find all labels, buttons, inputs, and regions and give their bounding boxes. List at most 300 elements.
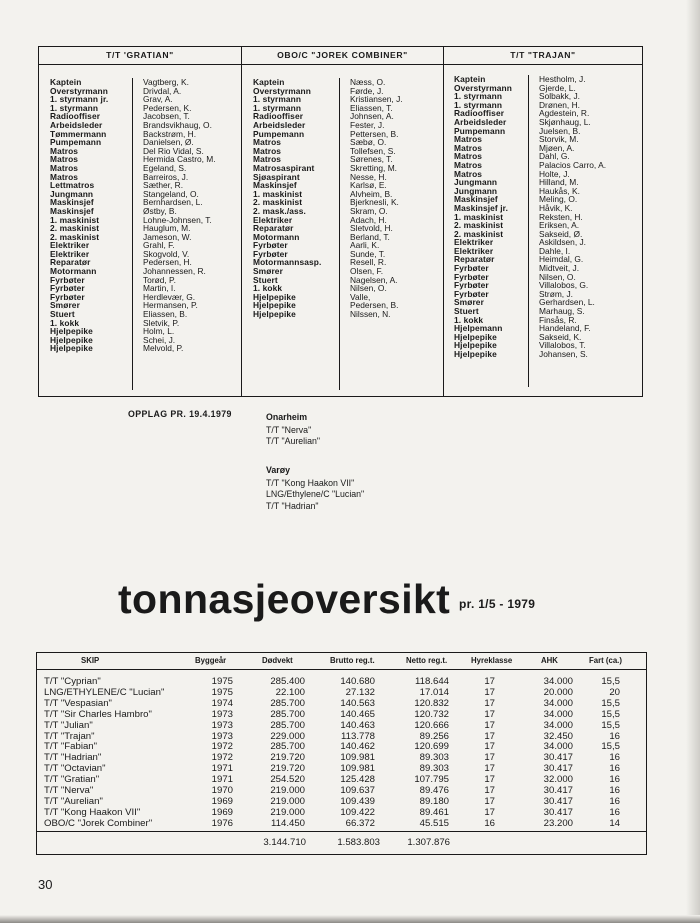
crew-name: Hestholm, J.	[539, 74, 586, 84]
crew-rank: Jungmann	[454, 177, 498, 188]
crew-name: Handeland, F.	[539, 323, 591, 334]
crew-rank: 2. maskinist	[50, 223, 100, 234]
table-cell: 17	[484, 752, 495, 764]
table-cell: 16	[609, 774, 620, 786]
column-header-dodvekt: Dødvekt	[262, 656, 293, 665]
crew-rank: Maskinsjef	[253, 180, 297, 191]
table-cell: 1973	[211, 719, 233, 731]
crew-rank: Overstyrmann	[454, 82, 512, 93]
crew-name: Midtveit, J.	[539, 263, 580, 274]
crew-name: Førde, J.	[350, 85, 384, 96]
table-cell: 109.981	[340, 752, 375, 764]
table-cell: 219.000	[270, 785, 305, 796]
crew-rank: Matros	[50, 162, 79, 173]
crew-column-header: OBO/C "JOREK COMBINER"	[242, 47, 443, 65]
crew-name: Del Rio Vidal, S.	[143, 145, 204, 156]
crew-rank: Lettmatros	[50, 180, 95, 191]
crew-name: Mjøen, A.	[539, 142, 575, 153]
crew-rank: Matros	[253, 154, 282, 165]
crew-name: Haukås, K.	[539, 185, 580, 196]
crew-name: Stangeland, O.	[143, 188, 199, 199]
column-header-netto: Netto reg.t.	[406, 656, 448, 665]
crew-rank: Motormann	[253, 231, 300, 242]
crew-rank: Pumpemann	[454, 125, 506, 136]
crew-name: Hermansen, P.	[143, 300, 198, 311]
crew-name: Egeland, S.	[143, 162, 187, 173]
table-cell: 14	[609, 817, 620, 829]
crew-rank: Kaptein	[50, 77, 82, 87]
crew-name: Melvold, P.	[143, 343, 184, 354]
crew-rank: Radiooffiser	[50, 111, 101, 122]
crew-name: Hauglum, M.	[143, 223, 191, 234]
table-cell: 1970	[211, 785, 233, 796]
crew-rank: Hjelpepike	[253, 300, 296, 311]
crew-name: Sakseid, K.	[539, 331, 582, 342]
crew-rank: 1. maskinist	[50, 214, 100, 225]
crew-name: Kristiansen, J.	[350, 94, 403, 105]
crew-name: Næss, O.	[350, 77, 386, 87]
table-cell: 20	[609, 686, 620, 698]
crew-rank: Tømmermann	[50, 128, 107, 139]
ship-name-cell: T/T "Gratian"	[44, 774, 100, 786]
column-header-brutto: Brutto reg.t.	[330, 656, 375, 665]
crew-rank: Fyrbøter	[253, 240, 288, 251]
table-cell: 32.000	[543, 774, 573, 786]
ship-name-cell: T/T "Julian"	[44, 719, 93, 731]
page-number: 30	[38, 877, 53, 892]
crew-name: Hermida Castro, M.	[143, 154, 216, 165]
crew-name: Johannessen, R.	[143, 266, 206, 277]
total-divider	[37, 831, 646, 832]
crew-name: Grav, A.	[143, 94, 173, 105]
crew-name: Gerhardsen, L.	[539, 297, 595, 308]
crew-name: Nilsen, O.	[539, 271, 576, 282]
table-cell: 17	[484, 806, 495, 818]
crew-rank: Matros	[50, 145, 79, 156]
table-cell: 34.000	[543, 741, 573, 753]
table-cell: 27.132	[345, 686, 375, 698]
table-cell: 114.450	[271, 817, 305, 829]
crew-rank: Smører	[253, 266, 283, 277]
table-cell: 109.422	[340, 806, 375, 818]
table-cell: 120.832	[414, 697, 449, 709]
crew-name: Nesse, H.	[350, 171, 387, 182]
table-cell: 20.000	[543, 686, 573, 698]
crew-name: Villalobos, G.	[539, 280, 589, 291]
table-cell: 16	[609, 806, 620, 818]
table-cell: 16	[609, 763, 620, 775]
crew-name: Palacios Carro, A.	[539, 159, 607, 170]
crew-rank: Motormann	[50, 266, 97, 277]
crew-name: Meling, O.	[539, 194, 578, 205]
crew-name: Østby, B.	[143, 205, 177, 216]
crew-rank: 1. kokk	[50, 317, 80, 328]
table-cell: 15,5	[601, 676, 620, 687]
crew-rank: Hjelpepike	[253, 291, 296, 302]
crew-rank: Pumpemann	[253, 128, 305, 139]
crew-name: Pedersen, B.	[350, 300, 399, 311]
crew-rank: 1. styrmann	[454, 99, 503, 110]
table-cell: 34.000	[543, 719, 573, 731]
name-list	[132, 78, 216, 390]
table-cell: 254.520	[270, 774, 305, 786]
table-cell: 125.428	[340, 774, 375, 786]
table-cell: 17	[484, 697, 495, 709]
crew-rank: Elektriker	[454, 237, 494, 248]
crew-rank: Matros	[253, 145, 282, 156]
crew-rank: 1. styrmann jr.	[50, 94, 109, 105]
table-cell: 34.000	[543, 697, 573, 709]
harbour-ship: T/T "Hadrian"	[266, 500, 319, 511]
crew-name: Johansen, S.	[539, 349, 588, 359]
table-cell: 30.417	[543, 763, 573, 775]
total-dodvekt: 3.144.710	[263, 837, 306, 848]
crew-rank: Elektriker	[50, 248, 90, 259]
crew-name: Eriksen, A.	[539, 220, 580, 231]
crew-rank: Hjelpepike	[50, 343, 93, 354]
crew-name: Skogvold, V.	[143, 248, 190, 259]
table-cell: 89.303	[419, 752, 449, 764]
table-cell: 89.476	[419, 785, 449, 796]
table-cell: 109.981	[340, 763, 375, 775]
crew-rank: 1. styrmann	[454, 91, 503, 102]
crew-rank: Radiooffiser	[454, 108, 505, 119]
crew-rank: 2. maskinist	[50, 231, 100, 242]
table-cell: 1969	[211, 806, 233, 818]
table-cell: 23.200	[543, 817, 573, 829]
crew-name: Nagelsen, A.	[350, 274, 398, 285]
crew-name: Sæbø, O.	[350, 137, 387, 148]
crew-rank: Arbeidsleder	[454, 116, 507, 127]
table-cell: 89.461	[419, 806, 449, 818]
rank-list	[50, 78, 108, 353]
table-cell: 15,5	[601, 719, 620, 731]
crew-name: Brandsvikhaug, O.	[143, 119, 212, 130]
table-cell: 1973	[211, 708, 233, 720]
crew-rank: 1. styrmann	[50, 102, 99, 113]
table-cell: 17	[484, 795, 495, 807]
crew-name: Martin, I.	[143, 283, 176, 294]
table-cell: 140.680	[340, 676, 375, 687]
table-cell: 1976	[211, 817, 233, 829]
crew-rank: Reparatør	[50, 257, 91, 268]
crew-rank: Hjelpepike	[253, 309, 296, 320]
crew-rank: Fyrbøter	[454, 280, 489, 291]
crew-rank: Smører	[50, 300, 80, 311]
crew-rank: Arbeidsleder	[50, 119, 103, 130]
page-bottom-edge	[0, 915, 700, 923]
ship-name-cell: T/T "Nerva"	[44, 785, 94, 796]
table-cell: 285.700	[270, 741, 305, 753]
crew-name: Schei, J.	[143, 334, 176, 345]
crew-name: Heimdal, G.	[539, 254, 584, 265]
crew-rank: Elektriker	[50, 240, 90, 251]
table-cell: 30.417	[543, 785, 573, 796]
table-cell: 109.439	[340, 795, 375, 807]
table-cell: 89.256	[419, 730, 449, 742]
crew-rank: Overstyrmann	[253, 85, 311, 96]
total-netto: 1.307.876	[407, 837, 450, 848]
table-cell: 120.666	[414, 719, 449, 731]
table-cell: 15,5	[601, 741, 620, 753]
crew-column-header: T/T "TRAJAN"	[444, 47, 642, 65]
crew-name: Bjerknesli, K.	[350, 197, 399, 208]
crew-name: Sletvold, H.	[350, 223, 393, 234]
table-cell: 140.465	[340, 708, 375, 720]
crew-rank: 1. styrmann	[253, 102, 302, 113]
table-cell: 1972	[211, 741, 233, 753]
crew-rank: 1. maskinist	[454, 211, 504, 222]
table-cell: 1972	[211, 752, 233, 764]
crew-rank: Matrosaspirant	[253, 162, 315, 173]
crew-name: Dahl, G.	[539, 151, 570, 162]
crew-rank: Sjøaspirant	[253, 171, 300, 182]
crew-column-header: T/T 'GRATIAN"	[39, 47, 241, 65]
column-header-byggeaar: Byggeår	[195, 656, 227, 665]
table-cell: 16	[609, 730, 620, 742]
crew-name: Håvik, K.	[539, 202, 573, 213]
table-cell: 17	[484, 676, 495, 687]
harbour-ship: LNG/Ethylene/C "Lucian"	[266, 489, 365, 500]
crew-rank: Matros	[50, 171, 79, 182]
rank-list	[253, 78, 321, 319]
table-cell: 66.372	[345, 817, 375, 829]
table-cell: 17.014	[419, 686, 449, 698]
crew-name: Valle,	[350, 291, 371, 302]
crew-rank: Jungmann	[50, 188, 94, 199]
crew-rank: Matros	[454, 151, 483, 162]
total-brutto: 1.583.803	[337, 837, 380, 848]
harbour-ship: T/T "Aurelian"	[266, 436, 320, 447]
crew-rank: 2. mask./ass.	[253, 205, 306, 216]
column-header-fart: Fart (ca.)	[589, 656, 622, 665]
crew-name: Sørenes, T.	[350, 154, 393, 165]
table-cell: 1974	[211, 697, 233, 709]
table-cell: 89.303	[419, 763, 449, 775]
harbour-onarheim	[266, 412, 320, 448]
crew-rank: Maskinsjef	[454, 194, 498, 205]
table-cell: 15,5	[601, 697, 620, 709]
table-cell: 1969	[211, 795, 233, 807]
table-cell: 1975	[211, 686, 233, 698]
table-cell: 17	[484, 730, 495, 742]
crew-name: Sletvik, P.	[143, 317, 180, 328]
crew-rank: Hjelpepike	[50, 326, 93, 337]
table-cell: 16	[609, 752, 620, 764]
crew-rank: Matros	[454, 168, 483, 179]
crew-column-jorek-combiner	[241, 47, 443, 396]
crew-rank: 1. maskinist	[253, 188, 303, 199]
crew-rank: Fyrbøter	[454, 288, 489, 299]
crew-rank: 1. kokk	[253, 283, 283, 294]
crew-name: Tollefsen, S.	[350, 145, 396, 156]
crew-rank: Maskinsjef	[50, 205, 94, 216]
ship-name-cell: T/T "Octavian"	[44, 763, 106, 775]
crew-rank: Matros	[50, 154, 79, 165]
table-cell: 113.778	[341, 730, 375, 742]
crew-rank: Pumpemann	[50, 137, 102, 148]
table-cell: 140.463	[340, 719, 375, 731]
crew-rank: Smører	[454, 297, 484, 308]
crew-rank: Reparatør	[253, 223, 294, 234]
crew-table	[38, 46, 643, 397]
crew-name: Pedersen, H.	[143, 257, 192, 268]
crew-name: Reksten, H.	[539, 211, 583, 222]
table-cell: 285.700	[270, 708, 305, 720]
name-list	[339, 78, 403, 390]
ship-name-cell: T/T "Kong Haakon VII"	[44, 806, 141, 818]
crew-name: Dahle, I.	[539, 245, 571, 256]
crew-name: Lohne-Johnsen, T.	[143, 214, 212, 225]
table-cell: 219.000	[270, 806, 305, 818]
crew-name: Sæther, R.	[143, 180, 184, 191]
table-cell: 285.400	[270, 676, 305, 687]
table-cell: 34.000	[543, 676, 573, 687]
table-cell: 107.795	[414, 774, 449, 786]
harbour-ship: T/T "Kong Haakon VII"	[266, 478, 355, 489]
crew-name: Alvheim, B.	[350, 188, 393, 199]
harbour-varoy	[266, 465, 364, 512]
crew-name: Adach, H.	[350, 214, 387, 225]
table-cell: 120.732	[414, 708, 449, 720]
harbour-name: Varøy	[266, 465, 290, 475]
table-cell: 45.515	[419, 817, 449, 829]
crew-rank: Stuert	[50, 309, 75, 320]
crew-name: Resell, R.	[350, 257, 387, 268]
crew-name: Skjønhaug, L.	[539, 116, 591, 127]
ship-name-cell: OBO/C "Jorek Combiner"	[44, 817, 153, 829]
crew-rank: Hjelpepike	[454, 349, 497, 359]
crew-name: Sakseid, Ø.	[539, 228, 583, 239]
crew-name: Finsås, R.	[539, 314, 577, 325]
crew-name: Nilsen, O.	[350, 283, 387, 294]
crew-name: Askildsen, J.	[539, 237, 587, 248]
crew-name: Solbakk, J.	[539, 91, 580, 102]
ship-name-cell: T/T "Hadrian"	[44, 752, 102, 764]
table-cell: 22.100	[275, 686, 305, 698]
crew-column-trajan	[443, 47, 642, 396]
page-edge-shadow	[686, 0, 700, 923]
crew-name: Karlsø, E.	[350, 180, 387, 191]
crew-rank: 1. kokk	[454, 314, 484, 325]
table-cell: 17	[484, 785, 495, 796]
table-cell: 15,5	[601, 708, 620, 720]
table-cell: 1975	[211, 676, 233, 687]
crew-name: Vagtberg, K.	[143, 77, 189, 87]
rank-list	[454, 75, 512, 359]
crew-name: Berland, T.	[350, 231, 390, 242]
table-cell: 219.000	[270, 795, 305, 807]
ship-name-cell: T/T "Vespasian"	[44, 697, 112, 709]
header-divider	[37, 669, 646, 670]
crew-name: Strøm, J.	[539, 288, 573, 299]
crew-name: Grahl, F.	[143, 240, 175, 251]
crew-rank: Matros	[253, 137, 282, 148]
crew-rank: Reparatør	[454, 254, 495, 265]
ship-name-cell: T/T "Fabian"	[44, 741, 98, 753]
crew-name: Drønen, H.	[539, 99, 580, 110]
ship-name-cell: T/T "Cyprian"	[44, 676, 101, 687]
crew-rank: Hjelpemann	[454, 323, 503, 334]
crew-rank: 1. styrmann	[253, 94, 302, 105]
crew-name: Pettersen, B.	[350, 128, 399, 139]
crew-name: Danielsen, Ø.	[143, 137, 194, 148]
page-title: tonnasjeoversikt	[118, 576, 451, 622]
crew-rank: Fyrbøter	[454, 263, 489, 274]
crew-rank: Kaptein	[253, 77, 285, 87]
crew-name: Jameson, W.	[143, 231, 192, 242]
crew-rank: Matros	[454, 142, 483, 153]
crew-name: Johnsen, A.	[350, 111, 394, 122]
table-cell: 1973	[211, 730, 233, 742]
table-cell: 17	[484, 719, 495, 731]
crew-name: Torød, P.	[143, 274, 176, 285]
table-cell: 120.699	[414, 741, 449, 753]
crew-name: Fester, J.	[350, 119, 385, 130]
column-header-skip: SKIP	[81, 656, 100, 665]
crew-rank: Matros	[454, 159, 483, 170]
table-cell: 118.644	[415, 676, 449, 687]
column-header-ahk: AHK	[541, 656, 558, 665]
table-cell: 16	[484, 817, 495, 829]
crew-name: Agdestein, R.	[539, 108, 590, 119]
title-date: pr. 1/5 - 1979	[459, 597, 536, 611]
crew-name: Aarli, K.	[350, 240, 380, 251]
crew-name: Holm, L.	[143, 326, 175, 337]
crew-name: Herdlevær, G.	[143, 291, 196, 302]
table-cell: 30.417	[543, 806, 573, 818]
crew-rank: Maskinsjef	[50, 197, 94, 208]
crew-name: Pedersen, K.	[143, 102, 192, 113]
crew-rank: 2. maskinist	[454, 220, 504, 231]
table-cell: 1971	[211, 763, 233, 775]
table-cell: 1971	[211, 774, 233, 786]
table-cell: 17	[484, 763, 495, 775]
table-cell: 30.417	[543, 795, 573, 807]
crew-rank: Maskinsjef jr.	[454, 202, 509, 213]
table-cell: 16	[609, 795, 620, 807]
crew-name: Skram, O.	[350, 205, 388, 216]
crew-rank: Stuert	[454, 306, 479, 317]
crew-name: Juelsen, B.	[539, 125, 581, 136]
opplag-label: OPPLAG PR. 19.4.1979	[128, 409, 232, 419]
crew-rank: Jungmann	[454, 185, 498, 196]
crew-rank: Elektriker	[454, 245, 494, 256]
ship-name-cell: T/T "Sir Charles Hambro"	[44, 708, 152, 720]
harbour-name: Onarheim	[266, 412, 308, 422]
crew-rank: Elektriker	[253, 214, 293, 225]
table-cell: 219.720	[270, 752, 305, 764]
crew-rank: Hjelpepike	[454, 331, 497, 342]
crew-column-gratian	[39, 47, 241, 396]
crew-rank: Fyrbøter	[50, 283, 85, 294]
table-cell: 109.637	[340, 785, 375, 796]
crew-rank: Arbeidsleder	[253, 119, 306, 130]
table-cell: 89.180	[419, 795, 449, 807]
crew-name: Skretting, M.	[350, 162, 398, 173]
table-cell: 16	[609, 785, 620, 796]
ship-name-cell: LNG/ETHYLENE/C "Lucian"	[44, 686, 165, 698]
crew-name: Nilssen, N.	[350, 309, 391, 320]
name-list	[528, 75, 606, 387]
table-cell: 17	[484, 708, 495, 720]
crew-rank: Kaptein	[454, 74, 486, 84]
crew-rank: Stuert	[253, 274, 278, 285]
crew-rank: 2. maskinist	[454, 228, 504, 239]
table-cell: 32.450	[543, 730, 573, 742]
crew-rank: Fyrbøter	[50, 291, 85, 302]
crew-name: Eliassen, T.	[350, 102, 393, 113]
